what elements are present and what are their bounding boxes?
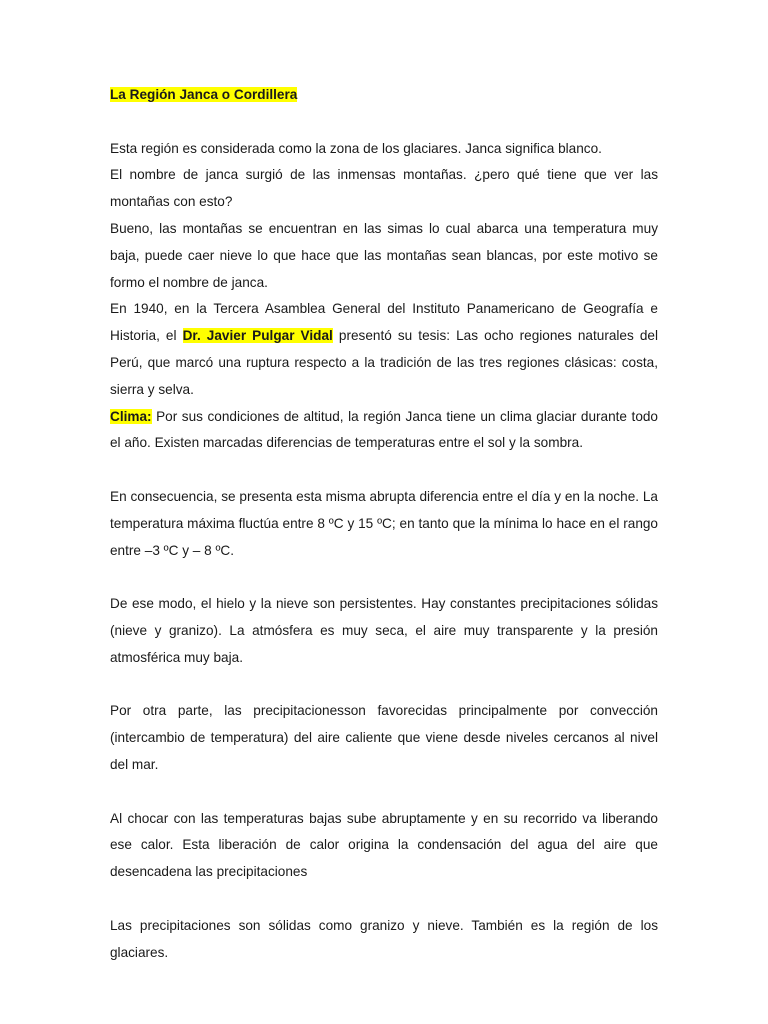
paragraph-5 <box>110 404 658 458</box>
paragraph-6: En consecuencia, se presenta esta misma abrupta diferencia entre el día y en la noche. La temperatura máxima fluctúa entre 8 ºC y 15 ºC; en tanto que la mínima lo hace en el rango entre –3 ºC y – 8 ºC. <box>110 488 658 558</box>
paragraph-4-before: En 1940, en la Tercera Asamblea General del Instituto Panamericano de Geografía e Historia, el <box>110 301 658 344</box>
paragraph-8: Por otra parte, las precipitacionesson favorecidas principalmente por convección (intercambio de temperatura) del aire caliente que viene desde niveles cercanos al nivel del mar. <box>110 703 658 772</box>
paragraph-4-after: presentó su tesis: Las ocho regiones naturales del Perú, que marcó una ruptura respecto a la tradición de las tres regiones clásicas: costa, sierra y selva. <box>110 328 658 397</box>
highlighted-name: Dr. Javier Pulgar Vidal <box>182 328 333 344</box>
document-body <box>110 82 658 966</box>
title-highlight: La Región Janca o Cordillera <box>110 87 298 102</box>
paragraph-1: Esta región es considerada como la zona de los glaciares. Janca significa blanco. <box>110 140 602 156</box>
paragraph-4 <box>110 296 658 403</box>
clima-label: Clima: <box>110 408 152 424</box>
paragraph-10: Las precipitaciones son sólidas como granizo y nieve. También es la región de los glaciares. <box>110 917 658 960</box>
paragraph-3: Bueno, las montañas se encuentran en las simas lo cual abarca una temperatura muy baja, puede caer nieve lo que hace que las montañas sean blancas, por este motivo se formo el nombre de janca. <box>110 220 658 290</box>
paragraph-7: De ese modo, el hielo y la nieve son persistentes. Hay constantes precipitaciones sólidas (nieve y granizo). La atmósfera es muy seca, el aire muy transparente y la presión atmosférica muy baja. <box>110 596 658 665</box>
paragraph-5-text: Por sus condiciones de altitud, la región Janca tiene un clima glaciar durante todo el año. Existen marcadas diferencias de temperaturas entre el sol y la sombra. <box>110 408 658 451</box>
document-title <box>110 82 658 109</box>
paragraph-2: El nombre de janca surgió de las inmensas montañas. ¿pero qué tiene que ver las montañas con esto? <box>110 167 658 210</box>
paragraph-9: Al chocar con las temperaturas bajas sube abruptamente y en su recorrido va liberando ese calor. Esta liberación de calor origina la condensación del agua del aire que desencadena las precipitaciones <box>110 810 658 880</box>
